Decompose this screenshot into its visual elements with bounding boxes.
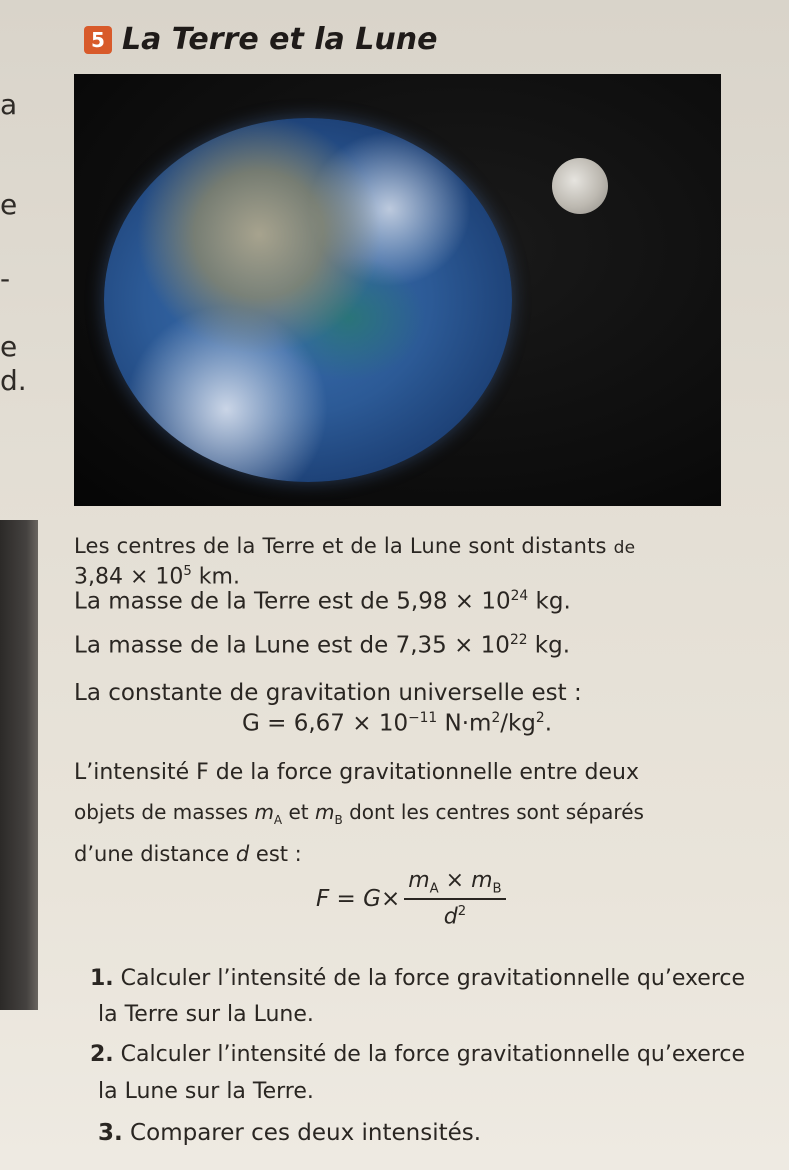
earth-moon-photo bbox=[74, 74, 721, 506]
question-3: 3. Comparer ces deux intensités. bbox=[98, 1120, 482, 1146]
constant-label: La constante de gravitation universelle est : bbox=[74, 680, 582, 706]
question-1-continued: la Terre sur la Lune. bbox=[98, 1002, 314, 1027]
earth-mass-line: La masse de la Terre est de $5,98 \times 10^{24}$ kg. bbox=[74, 588, 571, 615]
moon-image bbox=[552, 158, 608, 214]
distance-value: $3,84 \times 10^5$ km. bbox=[74, 564, 240, 590]
exercise-header bbox=[84, 22, 437, 57]
formula-fraction bbox=[404, 868, 505, 930]
exercise-number-badge: 5 bbox=[84, 26, 112, 54]
moon-mass-line: La masse de la Lune est de $7,35 \times 10^{22}$ kg. bbox=[74, 632, 571, 659]
gravitational-constant: $G = 6,67 \times 10^{-11}$ $N\cdot m^2/kg^2$. bbox=[242, 710, 552, 737]
intensity-line-1: L’intensité F de la force gravitationnelle entre deux bbox=[74, 760, 640, 785]
question-2-continued: la Lune sur la Terre. bbox=[98, 1079, 314, 1104]
intensity-line-2: objets de masses $m_A$ et $m_B$ dont les centres sont séparés bbox=[74, 800, 644, 827]
margin-letter: a bbox=[0, 88, 18, 121]
intensity-line-3: d’une distance d est : bbox=[74, 842, 302, 866]
distance-sentence: Les centres de la Terre et de la Lune sont distants de bbox=[74, 534, 636, 558]
margin-letter: - bbox=[0, 262, 11, 295]
formula-numerator: $m_A \times m_B$ bbox=[404, 868, 505, 900]
margin-letter: e bbox=[0, 188, 18, 221]
gravitation-formula bbox=[316, 868, 506, 930]
question-1: 1. Calculer l’intensité de la force gravitationnelle qu’exerce bbox=[90, 966, 746, 991]
margin-letter: e bbox=[0, 330, 18, 363]
formula-denominator: $d^2$ bbox=[443, 904, 467, 930]
exercise-title: La Terre et la Lune bbox=[122, 22, 438, 57]
earth-image bbox=[104, 118, 512, 482]
formula-lhs: F = G× bbox=[316, 885, 401, 912]
question-2: 2. Calculer l’intensité de la force gravitationnelle qu’exerce bbox=[90, 1042, 746, 1067]
binding-shadow bbox=[0, 520, 38, 1010]
margin-letter: d. bbox=[0, 364, 27, 397]
